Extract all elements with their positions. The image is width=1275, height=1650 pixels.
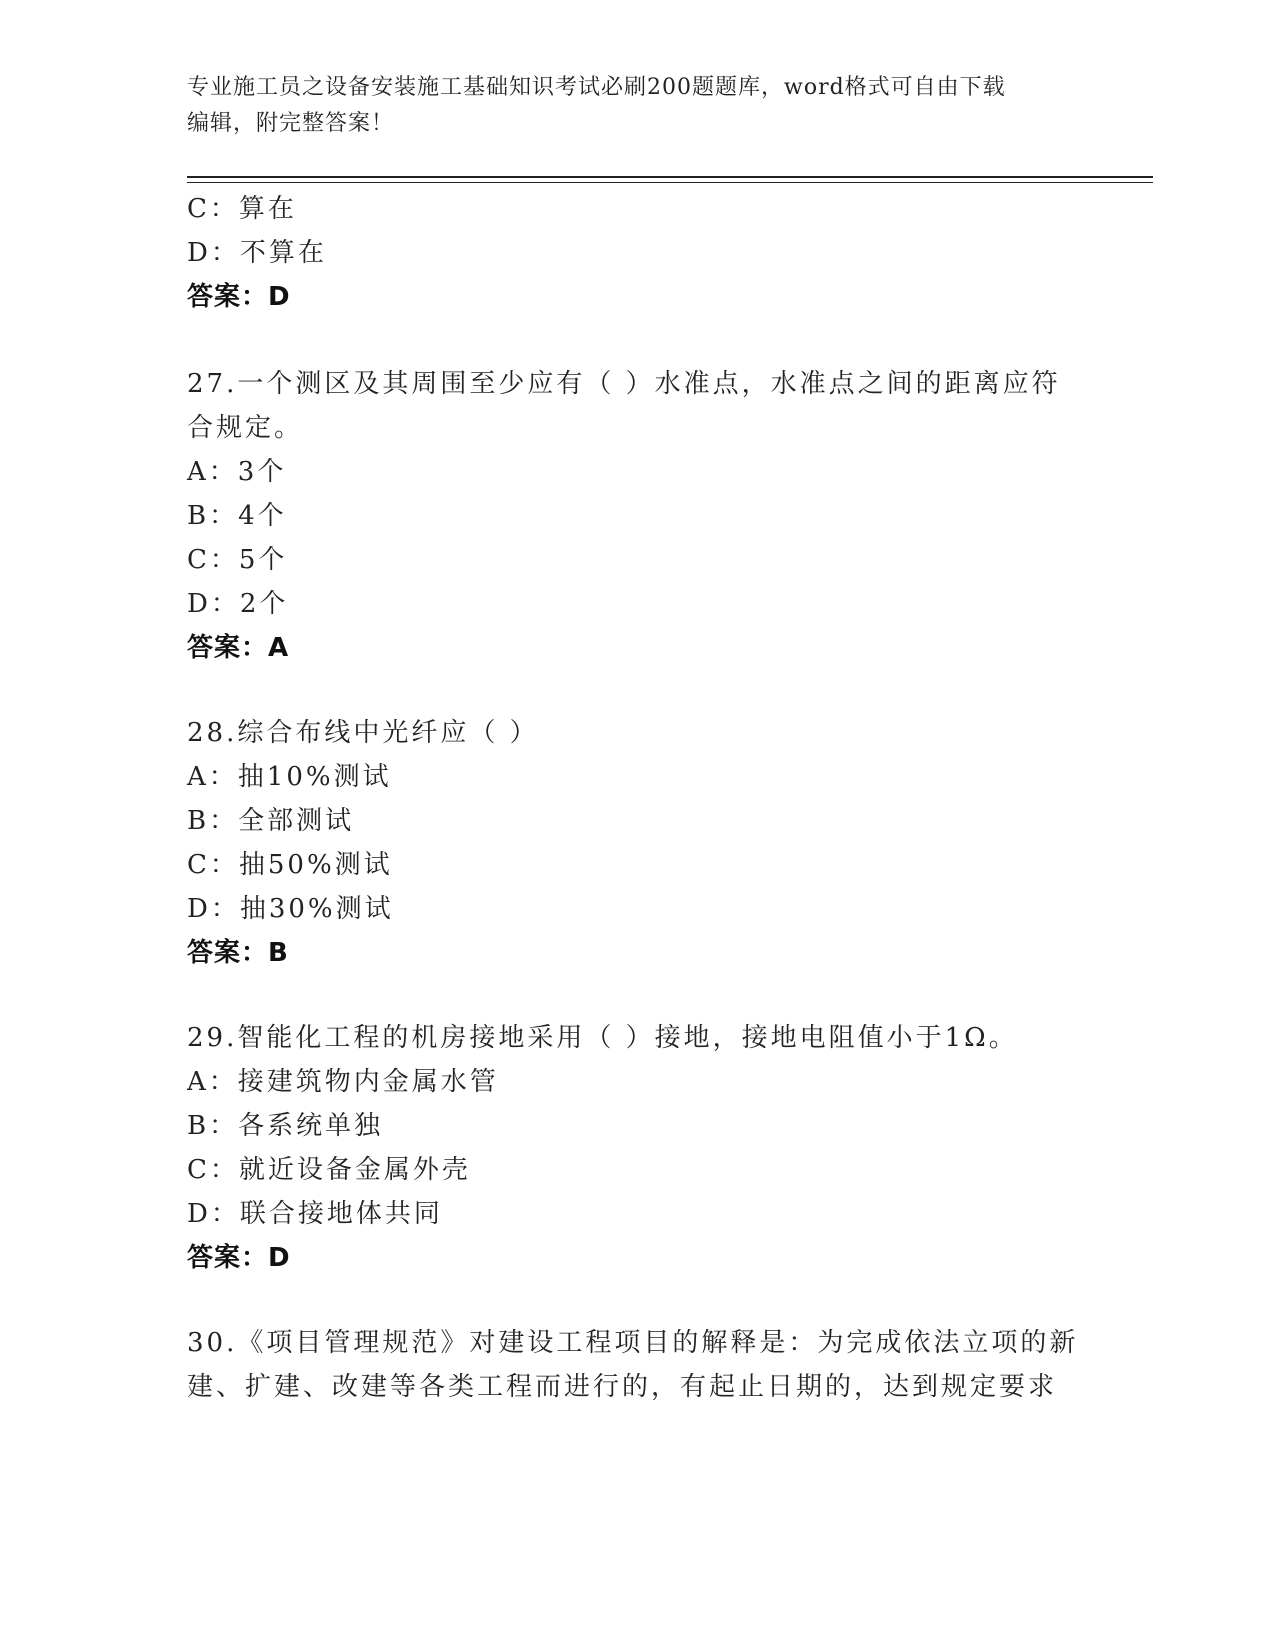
- q28-option-a: A：抽10%测试: [187, 762, 392, 792]
- q27-option-c: C：5个: [187, 545, 288, 575]
- q29-stem-line1: 29.智能化工程的机房接地采用（ ）接地，接地电阻值小于1Ω。: [187, 1023, 1018, 1053]
- q28-stem-line1: 28.综合布线中光纤应（ ）: [187, 718, 539, 748]
- q30-stem-line2: 建、扩建、改建等各类工程而进行的，有起止日期的，达到规定要求: [187, 1372, 1058, 1402]
- q27-option-d: D：2个: [187, 589, 289, 619]
- header-title-line1: 专业施工员之设备安装施工基础知识考试必刷200题题库，word格式可自由下载: [187, 75, 1006, 100]
- header-divider-thin: [187, 182, 1153, 183]
- document-header: [187, 70, 1087, 142]
- q28-option-b: B：全部测试: [187, 806, 355, 836]
- q29-option-a: A：接建筑物内金属水管: [187, 1067, 499, 1097]
- q28-answer: 答案：B: [187, 938, 289, 968]
- q29-option-b: B：各系统单独: [187, 1111, 384, 1141]
- q26-answer: 答案：D: [187, 282, 291, 312]
- q27-option-a: A：3个: [187, 457, 287, 487]
- q26-option-c: C：算在: [187, 194, 297, 224]
- q27-option-b: B：4个: [187, 501, 287, 531]
- q29-option-c: C：就近设备金属外壳: [187, 1155, 471, 1185]
- q29-option-d: D：联合接地体共同: [187, 1199, 443, 1229]
- q28-option-c: C：抽50%测试: [187, 850, 393, 880]
- q26-option-d: D：不算在: [187, 238, 327, 268]
- header-divider-thick: [187, 176, 1153, 178]
- header-title-line2: 编辑，附完整答案！: [187, 111, 395, 136]
- q27-stem-line1: 27.一个测区及其周围至少应有（ ）水准点，水准点之间的距离应符: [187, 369, 1061, 399]
- q29-answer: 答案：D: [187, 1243, 291, 1273]
- q30-stem-line1: 30.《项目管理规范》对建设工程项目的解释是：为完成依法立项的新: [187, 1328, 1079, 1358]
- q28-option-d: D：抽30%测试: [187, 894, 394, 924]
- q27-answer: 答案：A: [187, 633, 290, 663]
- q27-stem-line2: 合规定。: [187, 413, 304, 443]
